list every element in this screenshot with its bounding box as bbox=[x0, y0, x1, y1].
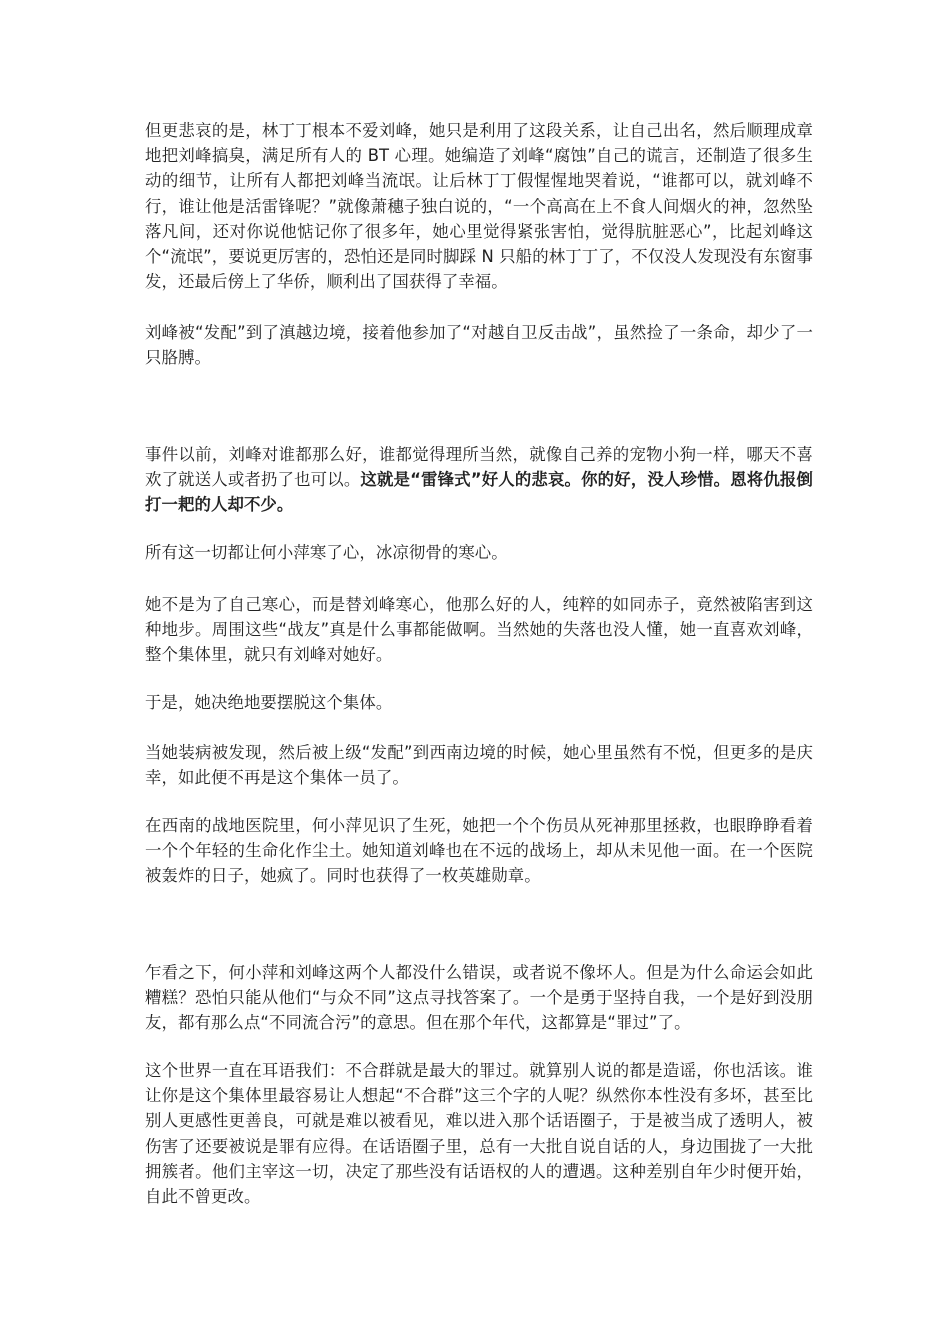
paragraph-6-text: 于是，她决绝地要摆脱这个集体。 bbox=[145, 693, 393, 712]
paragraph-7-text: 当她装病被发现，然后被上级“发配”到西南边境的时候，她心里虽然有不悦，但更多的是庆幸，如此便不再是这个集体一员了。 bbox=[145, 743, 813, 788]
paragraph-4 bbox=[145, 540, 813, 565]
paragraph-1 bbox=[145, 118, 813, 294]
paragraph-9-text: 乍看之下，何小萍和刘峰这两个人都没什么错误，或者说不像坏人。但是为什么命运会如此糟糕？恐怕只能从他们“与众不同”这点寻找答案了。一个是勇于坚持自我，一个是好到没朋友，都有那么点“不同流合污”的意思。但在那个年代，这都算是“罪过”了。 bbox=[145, 963, 813, 1033]
paragraph-10 bbox=[145, 1058, 813, 1209]
paragraph-1-text: 但更悲哀的是，林丁丁根本不爱刘峰，她只是利用了这段关系，让自己出名，然后顺理成章地把刘峰搞臭，满足所有人的 BT 心理。她编造了刘峰“腐蚀”自己的谎言，还制造了很多生动的细节，让所有人都把刘峰当流氓。让后林丁丁假惺惺地哭着说，“谁都可以，就刘峰不行，谁让他是活雷锋呢？”就像萧穗子独白说的，“一个高高在上不食人间烟火的神，忽然坠落凡间，还对你说他惦记你了很多年，她心里觉得紧张害怕，觉得肮脏恶心”，比起刘峰这个“流氓”，要说更厉害的，恐怕还是同时脚踩 N 只船的林丁丁了，不仅没人发现没有东窗事发，还最后傍上了华侨，顺利出了国获得了幸福。 bbox=[145, 121, 813, 292]
paragraph-2-text: 刘峰被“发配”到了滇越边境，接着他参加了“对越自卫反击战”，虽然捡了一条命，却少了一只胳膊。 bbox=[145, 323, 813, 368]
paragraph-5-text: 她不是为了自己寒心，而是替刘峰寒心，他那么好的人，纯粹的如同赤子，竟然被陷害到这种地步。周围这些“战友”真是什么事都能做啊。当然她的失落也没人懂，她一直喜欢刘峰，整个集体里，就只有刘峰对她好。 bbox=[145, 595, 813, 665]
paragraph-9 bbox=[145, 960, 813, 1036]
paragraph-6 bbox=[145, 690, 813, 715]
paragraph-7 bbox=[145, 740, 813, 790]
paragraph-4-text: 所有这一切都让何小萍寒了心，冰凉彻骨的寒心。 bbox=[145, 543, 508, 562]
paragraph-3 bbox=[145, 442, 813, 518]
paragraph-8 bbox=[145, 813, 813, 889]
paragraph-8-text: 在西南的战地医院里，何小萍见识了生死，她把一个个伤员从死神那里拯救，也眼睁睁看着一个个年轻的生命化作尘土。她知道刘峰也在不远的战场上，却从未见他一面。在一个医院被轰炸的日子，她疯了。同时也获得了一枚英雄勋章。 bbox=[145, 816, 813, 886]
paragraph-10-text: 这个世界一直在耳语我们：不合群就是最大的罪过。就算别人说的都是造谣，你也活该。谁让你是这个集体里最容易让人想起“不合群”这三个字的人呢？纵然你本性没有多坏，甚至比别人更感性更善良，可就是难以被看见，难以进入那个话语圈子，于是被当成了透明人，被伤害了还要被说是罪有应得。在话语圈子里，总有一大批自说自话的人，身边围拢了一大批拥簇者。他们主宰这一切，决定了那些没有话语权的人的遭遇。这种差别自年少时便开始，自此不曾更改。 bbox=[145, 1061, 813, 1207]
paragraph-3-text: 事件以前，刘峰对谁都那么好，谁都觉得理所当然，就像自己养的宠物小狗一样，哪天不喜欢了就送人或者扔了也可以。 bbox=[145, 445, 813, 490]
paragraph-2 bbox=[145, 320, 813, 370]
paragraph-3-bold-text: 这就是“雷锋式”好人的悲哀。你的好，没人珍惜。恩将仇报倒打一耙的人却不少。 bbox=[145, 470, 813, 515]
paragraph-5 bbox=[145, 592, 813, 668]
